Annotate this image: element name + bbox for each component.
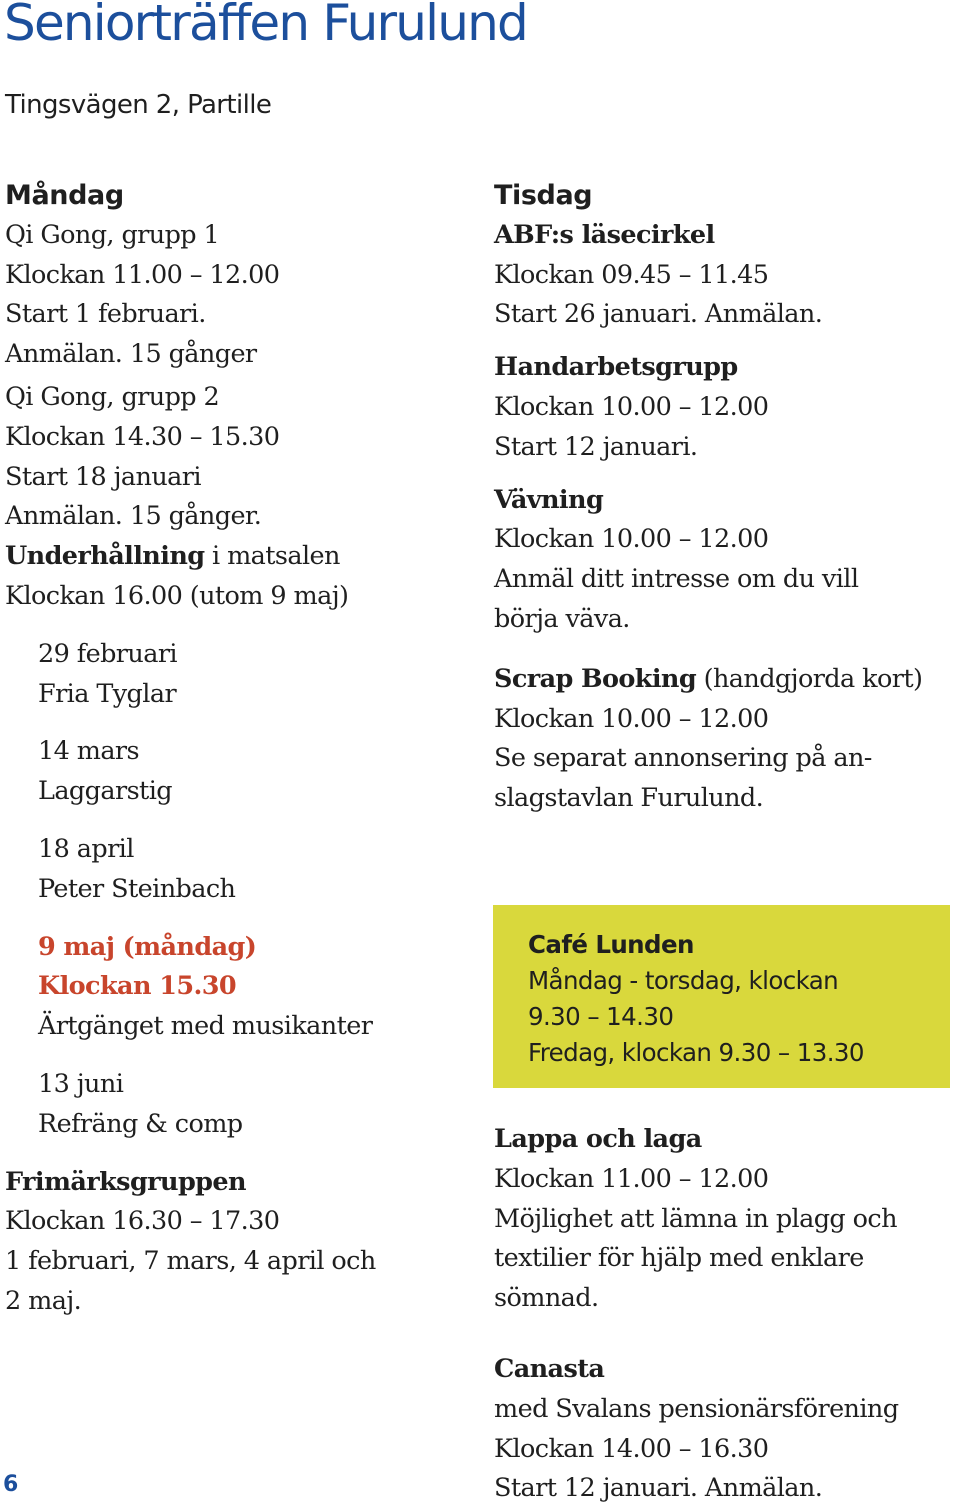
cafe-box (493, 905, 950, 1088)
activity-abf (494, 216, 954, 335)
activity-time: Klockan 10.00 – 12.00 (494, 524, 769, 555)
event-date: 29 februari (38, 638, 177, 669)
activity-time: Klockan 14.30 – 15.30 (5, 421, 280, 452)
event-time: Klockan 15.30 (38, 971, 237, 1002)
activity-canasta (494, 1350, 954, 1509)
activity-desc: Se separat annonsering på an- (494, 743, 872, 774)
activity-start: Start 1 februari. (5, 299, 206, 330)
activity-desc: med Svalans pensionärsförening (494, 1393, 899, 1424)
activity-title: Handarbetsgrupp (494, 352, 738, 383)
activity-start: Start 12 januari. Anmälan. (494, 1473, 823, 1504)
event-item (38, 732, 445, 812)
cafe-title: Café Lunden (528, 930, 694, 959)
activity-qigong-1 (5, 216, 445, 375)
activity-dates: 2 maj. (5, 1285, 82, 1316)
event-item-highlight (38, 928, 445, 1047)
activity-desc: textilier för hjälp med enklare (494, 1243, 864, 1274)
activity-scrap (494, 660, 954, 819)
page-number: 6 (3, 1472, 19, 1497)
activity-desc: börja väva. (494, 603, 630, 634)
event-date: 18 april (38, 833, 134, 864)
activity-desc: Anmäl ditt intresse om du vill (494, 564, 859, 595)
activity-vavning (494, 481, 954, 640)
address: Tingsvägen 2, Partille (5, 90, 272, 120)
activity-title: ABF:s läsecirkel (494, 219, 715, 250)
activity-title: Scrap Booking (494, 663, 697, 694)
activity-start: Start 26 januari. Anmälan. (494, 299, 823, 330)
activity-desc: Möjlighet att lämna in plagg och (494, 1203, 897, 1234)
activity-dates: 1 februari, 7 mars, 4 april och (5, 1246, 376, 1277)
cafe-hours: Måndag - torsdag, klockan (528, 966, 839, 995)
activity-start: Start 18 januari (5, 461, 201, 492)
activity-time: Klockan 11.00 – 12.00 (494, 1163, 769, 1194)
event-name: Ärtgänget med musikanter (38, 1011, 373, 1042)
activity-time: Klockan 10.00 – 12.00 (494, 391, 769, 422)
activity-lappa (494, 1120, 954, 1319)
event-list (5, 635, 445, 1145)
event-name: Fria Tyglar (38, 678, 177, 709)
page-title: Seniorträffen Furulund (4, 0, 527, 52)
cafe-content (528, 927, 864, 1071)
activity-title: Canasta (494, 1353, 605, 1384)
monday-column (5, 176, 445, 1322)
activity-time: Klockan 14.00 – 16.30 (494, 1433, 769, 1464)
cafe-hours: Fredag, klockan 9.30 – 13.30 (528, 1038, 864, 1067)
event-date: 14 mars (38, 736, 140, 767)
activity-qigong-2 (5, 378, 445, 537)
day-heading-tuesday: Tisdag (494, 180, 593, 211)
activity-time: Klockan 11.00 – 12.00 (5, 259, 280, 290)
event-item (38, 830, 445, 910)
activity-title-line (494, 660, 954, 700)
activity-entertainment (5, 537, 445, 1144)
activity-title: Qi Gong, grupp 1 (5, 219, 220, 250)
activity-time: Klockan 09.45 – 11.45 (494, 259, 769, 290)
event-date: 9 maj (måndag) (38, 931, 257, 962)
activity-title: Vävning (494, 484, 604, 515)
event-name: Refräng & comp (38, 1108, 243, 1139)
day-heading-monday: Måndag (5, 180, 124, 211)
activity-title: Underhållning (5, 541, 205, 572)
activity-stamps (5, 1163, 445, 1322)
event-item (38, 1065, 445, 1145)
event-name: Laggarstig (38, 776, 172, 807)
activity-title-suffix: i matsalen (204, 541, 340, 572)
tuesday-column (494, 176, 954, 819)
activity-note: Anmälan. 15 gånger (5, 339, 257, 370)
activity-start: Start 12 januari. (494, 431, 698, 462)
activity-desc: slagstavlan Furulund. (494, 783, 764, 814)
activity-time: Klockan 16.30 – 17.30 (5, 1206, 280, 1237)
activity-title: Lappa och laga (494, 1124, 702, 1154)
activity-title: Frimärksgruppen (5, 1166, 246, 1197)
activity-handarbete (494, 348, 954, 467)
cafe-hours: 9.30 – 14.30 (528, 1002, 674, 1031)
activity-time: Klockan 10.00 – 12.00 (494, 703, 769, 734)
event-name: Peter Steinbach (38, 873, 236, 904)
event-item (38, 635, 445, 715)
event-date: 13 juni (38, 1068, 124, 1099)
activity-note: Anmälan. 15 gånger. (5, 501, 262, 532)
activity-title: Qi Gong, grupp 2 (5, 381, 220, 412)
tuesday-column-lower (494, 1120, 954, 1509)
activity-desc: sömnad. (494, 1283, 599, 1314)
activity-time: Klockan 16.00 (utom 9 maj) (5, 580, 349, 611)
activity-title-suffix: (handgjorda kort) (696, 663, 923, 694)
activity-title-line (5, 537, 445, 577)
